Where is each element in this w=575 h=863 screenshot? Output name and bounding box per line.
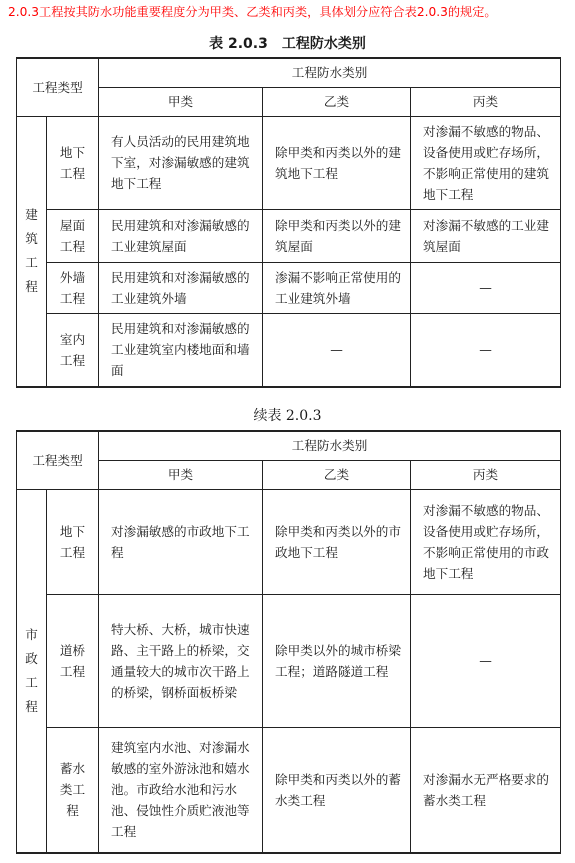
class-c-cell: 对渗漏水无严格要求的蓄水类工程 bbox=[411, 727, 561, 853]
class-c-cell: 对渗漏不敏感的物品、设备使用或贮存场所，不影响正常使用的建筑地下工程 bbox=[411, 116, 561, 209]
class-a-cell: 有人员活动的民用建筑地下室，对渗漏敏感的建筑地下工程 bbox=[99, 116, 263, 209]
sub-type-cell: 蓄水 类工 程 bbox=[47, 727, 99, 853]
class-a-cell: 民用建筑和对渗漏敏感的工业建筑屋面 bbox=[99, 209, 263, 262]
intro-text: 2.0.3工程按其防水功能重要程度分为甲类、乙类和丙类，具体划分应符合表2.0.3的规定。 bbox=[8, 5, 497, 19]
category-label: 建 筑 工 程 bbox=[25, 207, 38, 295]
class-c-cell: — bbox=[411, 262, 561, 313]
class-a-cell: 对渗漏敏感的市政地下工程 bbox=[99, 489, 263, 594]
sub-type-cell: 地下 工程 bbox=[47, 116, 99, 209]
class-b-cell: 除甲类和丙类以外的市政地下工程 bbox=[263, 489, 411, 594]
class-c-cell: 对渗漏不敏感的工业建筑屋面 bbox=[411, 209, 561, 262]
header-col-c: 丙类 bbox=[411, 460, 561, 489]
class-a-cell: 特大桥、大桥，城市快速路、主干路上的桥梁，交通量较大的城市次干路上的桥梁，钢桥面板桥梁 bbox=[99, 594, 263, 727]
class-c-cell: — bbox=[411, 594, 561, 727]
header-col-b: 乙类 bbox=[263, 87, 411, 116]
header-group: 工程防水类别 bbox=[99, 58, 561, 87]
header-col-c: 丙类 bbox=[411, 87, 561, 116]
category-cell bbox=[17, 489, 47, 853]
sub-type-cell: 室内 工程 bbox=[47, 313, 99, 387]
sub-type-cell: 地下 工程 bbox=[47, 489, 99, 594]
class-b-cell: 渗漏不影响正常使用的工业建筑外墙 bbox=[263, 262, 411, 313]
class-c-cell: — bbox=[411, 313, 561, 387]
class-b-cell: 除甲类和丙类以外的建筑地下工程 bbox=[263, 116, 411, 209]
header-col-b: 乙类 bbox=[263, 460, 411, 489]
table1-caption: 表 2.0.3 工程防水类别 bbox=[209, 36, 366, 52]
waterproof-class-table-continued bbox=[16, 430, 561, 854]
category-cell bbox=[17, 116, 47, 387]
class-a-cell: 民用建筑和对渗漏敏感的工业建筑室内楼地面和墙面 bbox=[99, 313, 263, 387]
header-col-a: 甲类 bbox=[99, 87, 263, 116]
class-a-cell: 民用建筑和对渗漏敏感的工业建筑外墙 bbox=[99, 262, 263, 313]
class-b-cell: — bbox=[263, 313, 411, 387]
class-b-cell: 除甲类以外的城市桥梁工程；道路隧道工程 bbox=[263, 594, 411, 727]
header-group: 工程防水类别 bbox=[99, 431, 561, 460]
class-c-cell: 对渗漏不敏感的物品、设备使用或贮存场所，不影响正常使用的市政地下工程 bbox=[411, 489, 561, 594]
header-type: 工程类型 bbox=[17, 431, 99, 489]
class-a-cell: 建筑室内水池、对渗漏水敏感的室外游泳池和嬉水池。市政给水池和污水池、侵蚀性介质贮液池等工程 bbox=[99, 727, 263, 853]
header-col-a: 甲类 bbox=[99, 460, 263, 489]
sub-type-cell: 外墙 工程 bbox=[47, 262, 99, 313]
waterproof-class-table bbox=[16, 57, 561, 388]
category-label: 市 政 工 程 bbox=[25, 626, 38, 714]
class-b-cell: 除甲类和丙类以外的蓄水类工程 bbox=[263, 727, 411, 853]
sub-type-cell: 屋面 工程 bbox=[47, 209, 99, 262]
class-b-cell: 除甲类和丙类以外的建筑屋面 bbox=[263, 209, 411, 262]
sub-type-cell: 道桥 工程 bbox=[47, 594, 99, 727]
table2-caption: 续表 2.0.3 bbox=[253, 408, 322, 424]
header-type: 工程类型 bbox=[17, 58, 99, 116]
